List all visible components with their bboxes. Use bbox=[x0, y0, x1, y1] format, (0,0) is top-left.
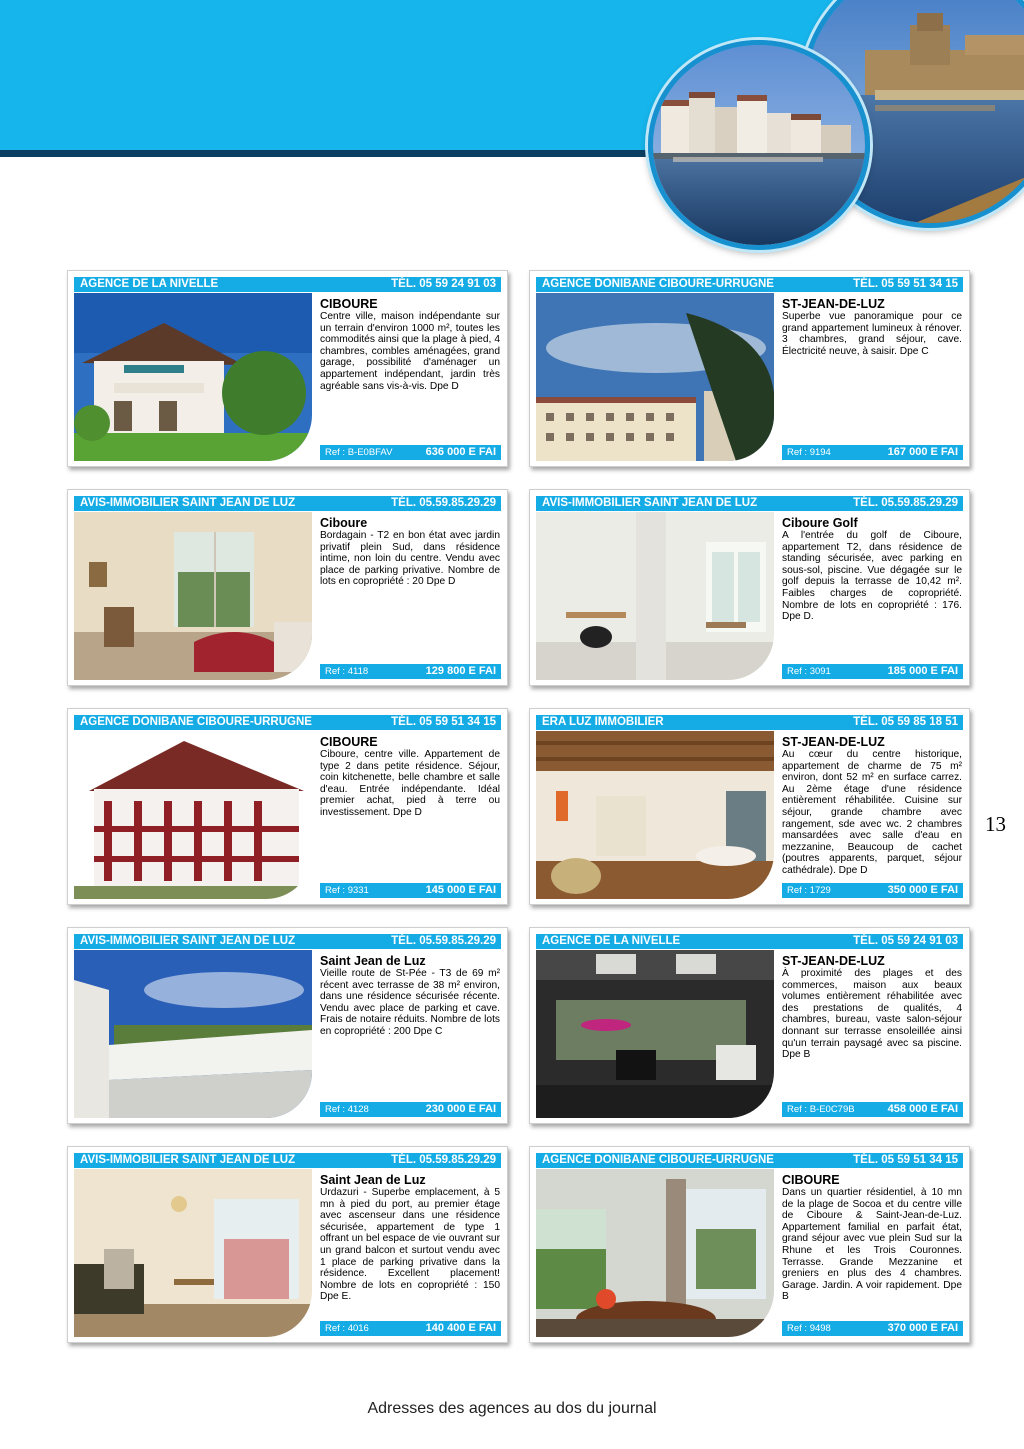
listing-footer bbox=[782, 664, 963, 679]
listing-price: 636 000 E FAI bbox=[425, 446, 496, 458]
listing-title: Saint Jean de Luz bbox=[320, 1173, 426, 1187]
listing-card[interactable] bbox=[529, 708, 970, 905]
listing-ref: Ref : 3091 bbox=[787, 666, 831, 677]
listing-card[interactable] bbox=[529, 270, 970, 467]
listing-title: Ciboure Golf bbox=[782, 516, 858, 530]
listing-price: 167 000 E FAI bbox=[887, 446, 958, 458]
listing-header bbox=[74, 1153, 501, 1168]
listing-description: Urdazuri - Superbe emplacement, à 5 mn à pied du port, au premier étage avec ascenseur dans une résidence sécurisée, appartement de type 1 offrant un bel espace de vie ouvrant sur un grand balcon et surtout vendu avec 1 place de parking privative dans la résidence. Excellent placement! Nombre de lots en copropriété : 150 Dpe E. bbox=[320, 1187, 500, 1303]
agency-phone: TÉL. 05 59 51 34 15 bbox=[391, 716, 496, 728]
listing-header bbox=[74, 934, 501, 949]
listing-header bbox=[536, 934, 963, 949]
agency-phone: TÉL. 05 59 24 91 03 bbox=[853, 935, 958, 947]
agency-name: ERA LUZ IMMOBILIER bbox=[542, 716, 664, 728]
footer-note: Adresses des agences au dos du journal bbox=[367, 1400, 657, 1417]
listing-price: 129 800 E FAI bbox=[425, 665, 496, 677]
listing-ref: Ref : 9194 bbox=[787, 447, 831, 458]
listing-photo bbox=[74, 950, 312, 1118]
listing-price: 185 000 E FAI bbox=[887, 665, 958, 677]
listing-footer bbox=[782, 1321, 963, 1336]
listing-title: CIBOURE bbox=[782, 1173, 840, 1187]
listing-footer bbox=[320, 1321, 501, 1336]
listing-photo bbox=[536, 731, 774, 899]
listing-ref: Ref : 9331 bbox=[325, 885, 369, 896]
listing-card[interactable] bbox=[67, 270, 508, 467]
agency-name: AGENCE DE LA NIVELLE bbox=[80, 278, 219, 290]
listing-footer bbox=[320, 1102, 501, 1117]
listing-price: 350 000 E FAI bbox=[887, 884, 958, 896]
listing-card[interactable] bbox=[529, 927, 970, 1124]
agency-name: AGENCE DONIBANE CIBOURE-URRUGNE bbox=[80, 716, 312, 728]
listing-card[interactable] bbox=[67, 927, 508, 1124]
listing-photo bbox=[536, 950, 774, 1118]
listing-title: CIBOURE bbox=[320, 297, 378, 311]
listing-header bbox=[536, 496, 963, 511]
agency-name: AVIS-IMMOBILIER SAINT JEAN DE LUZ bbox=[80, 497, 296, 509]
agency-phone: TÉL. 05.59.85.29.29 bbox=[853, 497, 958, 509]
agency-name: AVIS-IMMOBILIER SAINT JEAN DE LUZ bbox=[80, 935, 296, 947]
listing-description: Bordagain - T2 en bon état avec jardin privatif plein Sud, dans résidence intime, non loin du centre. Vendu avec place de parking privative. Nombre de lots en copropriété : 20 Dpe D bbox=[320, 530, 500, 588]
listing-photo bbox=[74, 512, 312, 680]
agency-phone: TÉL. 05.59.85.29.29 bbox=[391, 935, 496, 947]
listing-title: Saint Jean de Luz bbox=[320, 954, 426, 968]
listing-header bbox=[536, 1153, 963, 1168]
agency-name: AGENCE DE LA NIVELLE bbox=[542, 935, 681, 947]
listing-card[interactable] bbox=[529, 489, 970, 686]
agency-phone: TÉL. 05.59.85.29.29 bbox=[391, 497, 496, 509]
listing-header bbox=[536, 277, 963, 292]
listing-photo bbox=[74, 731, 312, 899]
listing-description: Dans un quartier résidentiel, à 10 mn de la plage de Socoa et du centre ville de Ciboure & Saint-Jean-de-Luz. Appartement familial en parfait état, grand séjour avec vue plein Sud sur la Rhune et les Trois Couronnes. Terrasse. Grande Mezzanine et greniers en plus des 4 chambres. Garage. Jardin. A voir rapidement. Dpe B bbox=[782, 1187, 962, 1303]
listing-price: 230 000 E FAI bbox=[425, 1103, 496, 1115]
listing-price: 145 000 E FAI bbox=[425, 884, 496, 896]
listing-footer bbox=[320, 445, 501, 460]
agency-phone: TÉL. 05 59 51 34 15 bbox=[853, 278, 958, 290]
listing-description: Au cœur du centre historique, appartement de charme de 75 m² environ, dont 52 m² en surface carrez. Au 2ème étage d'une résidence entièrement réhabilitée. Cuisine sur séjour, grande chambre avec rangement, sde avec wc. 2 chambres mansardées avec salle d'eau en mezzanine, Beaucoup de cachet (poutres apparents, parquet, séjour cathédrale). Dpe D bbox=[782, 749, 962, 876]
listing-footer bbox=[320, 664, 501, 679]
listing-title: CIBOURE bbox=[320, 735, 378, 749]
listing-footer bbox=[782, 883, 963, 898]
listing-header bbox=[536, 715, 963, 730]
agency-name: AVIS-IMMOBILIER SAINT JEAN DE LUZ bbox=[542, 497, 758, 509]
listing-footer bbox=[320, 883, 501, 898]
listing-description: Centre ville, maison indépendante sur un terrain d'environ 1000 m², toutes les commodités ainsi que la plage à pied, 4 chambres, combles aménagées, grand garage, possibilité d'aménager un appartement indépendant, jardin très agréable sans vis-à-vis. Dpe D bbox=[320, 311, 500, 392]
listing-description: À proximité des plages et des commerces, maison aux beaux volumes entièrement réhabilitée avec des prestations de qualités, 4 chambres, bureau, vaste salon-séjour donnant sur terrasse ensoleillée ainsi qu'un terrain paysagé avec sa piscine. Dpe B bbox=[782, 968, 962, 1061]
listing-ref: Ref : 4128 bbox=[325, 1104, 369, 1115]
listing-card[interactable] bbox=[67, 1146, 508, 1343]
agency-phone: TÉL. 05.59.85.29.29 bbox=[391, 1154, 496, 1166]
listing-photo bbox=[536, 293, 774, 461]
agency-name: AGENCE DONIBANE CIBOURE-URRUGNE bbox=[542, 278, 774, 290]
listing-photo bbox=[74, 1169, 312, 1337]
listing-ref: Ref : B-E0C79B bbox=[787, 1104, 855, 1115]
listing-ref: Ref : 4016 bbox=[325, 1323, 369, 1334]
listing-title: ST-JEAN-DE-LUZ bbox=[782, 954, 885, 968]
listing-title: ST-JEAN-DE-LUZ bbox=[782, 297, 885, 311]
listing-price: 370 000 E FAI bbox=[887, 1322, 958, 1334]
listing-card[interactable] bbox=[67, 489, 508, 686]
agency-phone: TÉL. 05 59 51 34 15 bbox=[853, 1154, 958, 1166]
listing-price: 458 000 E FAI bbox=[887, 1103, 958, 1115]
listing-description: Superbe vue panoramique pour ce grand appartement lumineux à rénover. 3 chambres, grand séjour, cave. Électricité neuve, à saisir. Dpe C bbox=[782, 311, 962, 357]
town-waterfront-photo bbox=[648, 40, 870, 250]
listing-card[interactable] bbox=[529, 1146, 970, 1343]
listing-photo bbox=[536, 1169, 774, 1337]
agency-name: AGENCE DONIBANE CIBOURE-URRUGNE bbox=[542, 1154, 774, 1166]
listing-card[interactable] bbox=[67, 708, 508, 905]
listing-ref: Ref : 1729 bbox=[787, 885, 831, 896]
listing-header bbox=[74, 715, 501, 730]
page-number: 13 bbox=[985, 812, 1006, 836]
listing-photo bbox=[536, 512, 774, 680]
listing-photo bbox=[74, 293, 312, 461]
listing-header bbox=[74, 496, 501, 511]
listing-ref: Ref : 9498 bbox=[787, 1323, 831, 1334]
listing-description: Vieille route de St-Pée - T3 de 69 m² récent avec terrasse de 38 m² environ, dans une résidence sécurisée récente. Vendu avec place de parking et cave. Frais de notaire réduits. Nombre de lots en copropriété : 200 Dpe C bbox=[320, 968, 500, 1037]
listing-header bbox=[74, 277, 501, 292]
listing-title: ST-JEAN-DE-LUZ bbox=[782, 735, 885, 749]
listing-description: Ciboure, centre ville. Appartement de type 2 dans petite résidence. Séjour, coin kitchenette, belle chambre et salle d'eau. Entrée indépendante. Idéal premier achat, pied à terre ou investissement. Dpe D bbox=[320, 749, 500, 818]
listing-ref: Ref : B-E0BFAV bbox=[325, 447, 393, 458]
listing-price: 140 400 E FAI bbox=[425, 1322, 496, 1334]
listing-title: Ciboure bbox=[320, 516, 368, 530]
agency-name: AVIS-IMMOBILIER SAINT JEAN DE LUZ bbox=[80, 1154, 296, 1166]
listing-footer bbox=[782, 445, 963, 460]
listing-description: A l'entrée du golf de Ciboure, appartement T2, dans résidence de standing sécurisée, avec parking en sous-sol, piscine. Vue dégagée sur le golf depuis la terrasse de 10,42 m². Faibles charges de copropriété. Nombre de lots en copropriété : 176. Dpe D. bbox=[782, 530, 962, 623]
agency-phone: TÉL. 05 59 24 91 03 bbox=[391, 278, 496, 290]
listing-footer bbox=[782, 1102, 963, 1117]
listing-ref: Ref : 4118 bbox=[325, 666, 369, 677]
agency-phone: TÉL. 05 59 85 18 51 bbox=[853, 716, 958, 728]
